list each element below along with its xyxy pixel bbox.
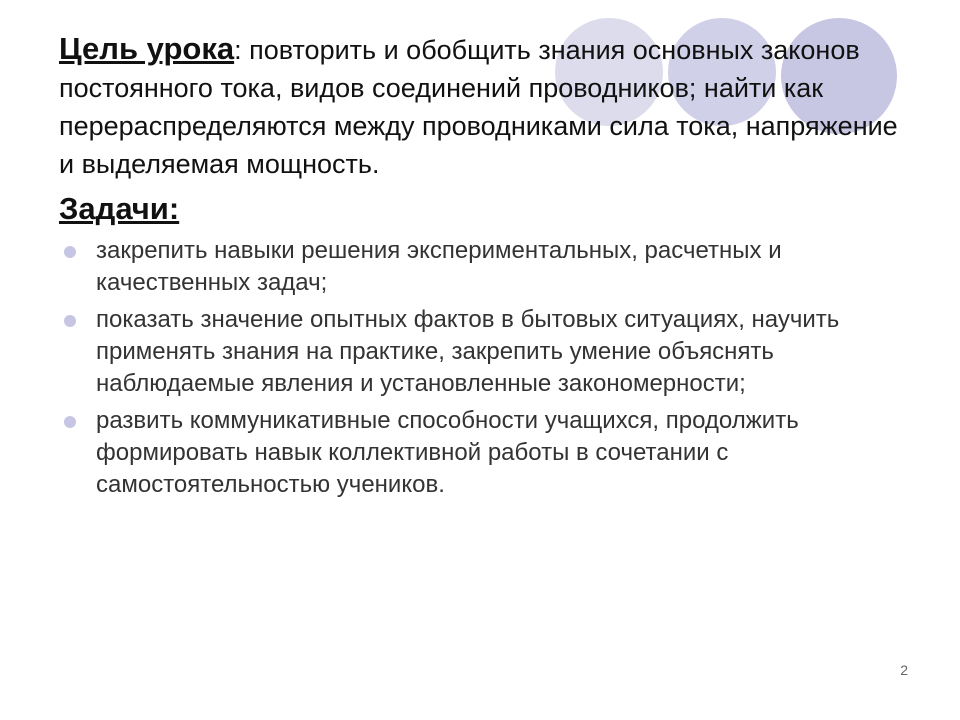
- bullet-icon: [64, 246, 76, 258]
- bullet-icon: [64, 315, 76, 327]
- lesson-goal: [59, 30, 909, 183]
- task-item-text: закрепить навыки решения экспериментальных, расчетных и качественных задач;: [96, 237, 782, 296]
- task-item-text: показать значение опытных фактов в бытовых ситуациях, научить применять знания на практике, закрепить умение объяснять наблюдаемые явления и установленные закономерности;: [96, 306, 840, 397]
- task-item-3: [59, 405, 909, 501]
- goal-text: : повторить и обобщить знания основных законов постоянного тока, видов соединений проводников; найти как перераспределяются между проводниками сила тока, напряжение и выделяемая мощность.: [59, 35, 898, 179]
- task-list: [59, 235, 909, 501]
- task-item-text: развить коммуникативные способности учащихся, продолжить формировать навык коллективной работы в сочетании с самостоятельностью учеников.: [96, 407, 799, 498]
- slide-content: [59, 30, 909, 506]
- tasks-heading: Задачи:: [59, 191, 180, 226]
- bullet-icon: [64, 416, 76, 428]
- goal-label: Цель урока: [59, 31, 235, 66]
- task-item-2: [59, 304, 909, 400]
- task-item-1: [59, 235, 909, 299]
- slide-number: 2: [900, 662, 908, 678]
